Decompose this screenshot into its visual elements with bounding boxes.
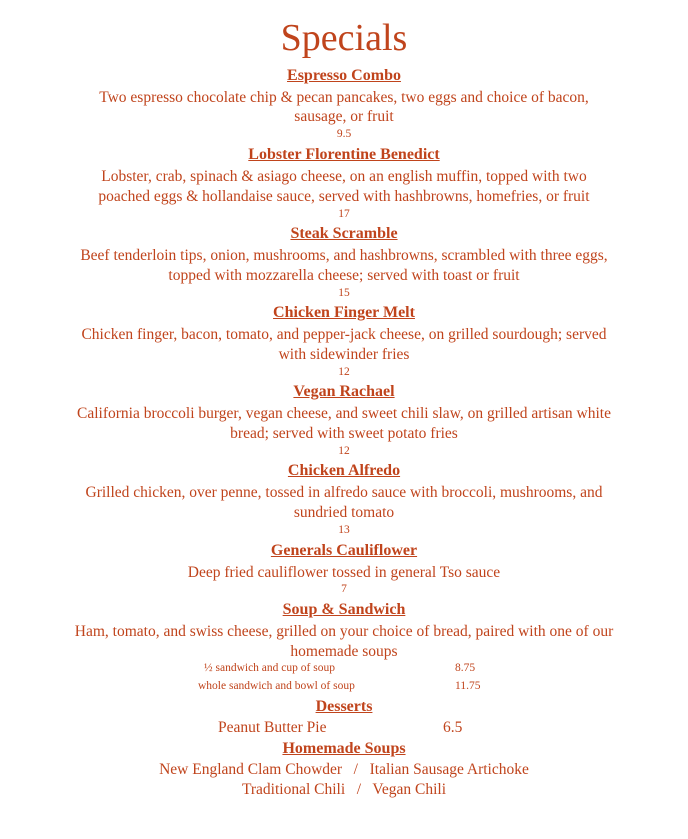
item-name: Soup & Sandwich (282, 601, 406, 618)
section-heading: Homemade Soups (282, 740, 406, 757)
item-price: 7 (341, 583, 347, 595)
item-description: bread; served with sweet potato fries (230, 425, 458, 442)
item-price: 15 (338, 287, 350, 299)
item-name: Generals Cauliflower (270, 542, 418, 559)
item-description: sausage, or fruit (294, 108, 394, 125)
option-label: ½ sandwich and cup of soup (204, 662, 335, 674)
item-description: sundried tomato (293, 504, 395, 521)
item-description: Beef tenderloin tips, onion, mushrooms, and hashbrowns, scrambled with three eggs, (80, 247, 608, 264)
item-description: Deep fried cauliflower tossed in general Tso sauce (187, 564, 501, 581)
item-description: Ham, tomato, and swiss cheese, grilled on your choice of bread, paired with one of our (74, 623, 614, 640)
option-label: whole sandwich and bowl of soup (198, 680, 355, 692)
item-name: Lobster Florentine Benedict (248, 146, 440, 163)
item-description: California broccoli burger, vegan cheese, and sweet chili slaw, on grilled artisan white (77, 405, 611, 422)
item-price: 9.5 (336, 128, 352, 140)
item-description: Two espresso chocolate chip & pecan pancakes, two eggs and choice of bacon, (99, 89, 589, 106)
section-heading: Desserts (315, 698, 373, 715)
item-description: topped with mozzarella cheese; served with toast or fruit (168, 267, 520, 284)
item-name: Steak Scramble (290, 225, 398, 242)
item-description: Chicken finger, bacon, tomato, and pepper-jack cheese, on grilled sourdough; served (81, 326, 607, 343)
item-price: 12 (338, 366, 350, 378)
soup-list: Traditional Chili / Vegan Chili (241, 781, 447, 798)
item-name: Chicken Finger Melt (273, 304, 415, 321)
item-name: Chicken Alfredo (287, 462, 401, 479)
dessert-item: Peanut Butter Pie (218, 719, 327, 736)
item-price: 12 (338, 445, 350, 457)
item-name: Vegan Rachael (293, 383, 395, 400)
dessert-price: 6.5 (443, 719, 463, 736)
menu-title: Specials (280, 17, 408, 59)
item-description: Grilled chicken, over penne, tossed in alfredo sauce with broccoli, mushrooms, and (85, 484, 603, 501)
option-price: 11.75 (455, 680, 481, 692)
item-description: Lobster, crab, spinach & asiago cheese, on an english muffin, topped with two (101, 168, 587, 185)
item-price: 17 (338, 208, 350, 220)
item-price: 13 (338, 524, 350, 536)
item-description: homemade soups (290, 643, 398, 660)
item-name: Espresso Combo (287, 67, 401, 84)
soup-list: New England Clam Chowder / Italian Sausage Artichoke (159, 761, 529, 778)
item-description: with sidewinder fries (278, 346, 410, 363)
option-price: 8.75 (455, 662, 476, 674)
item-description: poached eggs & hollandaise sauce, served with hashbrowns, homefries, or fruit (98, 188, 590, 205)
